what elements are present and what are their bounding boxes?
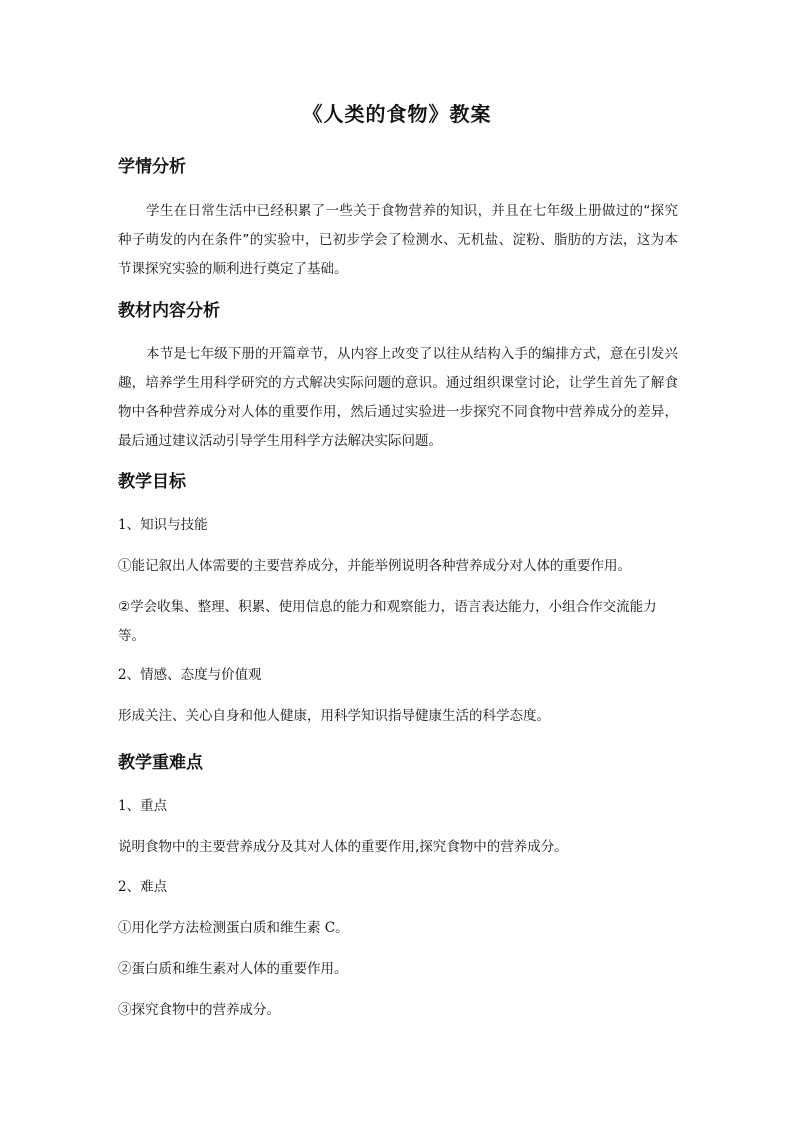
- keypoint-item-2c: ③探究食物中的营养成分。: [118, 1002, 280, 1018]
- heading-material-analysis: 教材内容分析: [118, 301, 220, 321]
- keypoint-item-1: 1、重点: [118, 798, 168, 814]
- paragraph-material-analysis: 本节是七年级下册的开篇章节，从内容上改变了以往从结构入手的编排方式，意在引发兴趣，培养学生用科学研究的方式解决实际问题的意识。通过组织课堂讨论，让学生首先了解食物中各种营养成分对人体的重要作用，然后通过实验进一步探究不同食物中营养成分的差异，最后通过建议活动引导学生用科学方法解决实际问题。: [118, 346, 678, 449]
- heading-teaching-goals: 教学目标: [118, 472, 186, 492]
- paragraph-learning-analysis: 学生在日常生活中已经积累了一些关于食物营养的知识，并且在七年级上册做过的“探究种子萌发的内在条件”的实验中，已初步学会了检测水、无机盐、淀粉、脂肪的方法，这为本节课探究实验的顺利进行奠定了基础。: [118, 203, 678, 277]
- goal-item-2a: 形成关注、关心自身和他人健康，用科学知识指导健康生活的科学态度。: [118, 708, 550, 724]
- keypoint-item-2: 2、难点: [118, 879, 168, 895]
- heading-key-points: 教学重难点: [118, 753, 203, 773]
- keypoint-item-2a: ①用化学方法检测蛋白质和维生素 C。: [118, 920, 349, 936]
- goal-item-1b: ②学会收集、整理、积累、使用信息的能力和观察能力，语言表达能力，小组合作交流能力等。: [118, 599, 657, 644]
- goal-item-2: 2、情感、态度与价值观: [118, 667, 262, 683]
- heading-learning-analysis: 学情分析: [118, 157, 186, 177]
- goal-item-1: 1、知识与技能: [118, 517, 208, 533]
- keypoint-item-2b: ②蛋白质和维生素对人体的重要作用。: [118, 961, 348, 977]
- keypoint-item-1a: 说明食物中的主要营养成分及其对人体的重要作用,探究食物中的营养成分。: [118, 839, 568, 855]
- goal-item-1a: ①能记叙出人体需要的主要营养成分，并能举例说明各种营养成分对人体的重要作用。: [118, 558, 631, 574]
- document-title: 《人类的食物》教案: [302, 102, 492, 126]
